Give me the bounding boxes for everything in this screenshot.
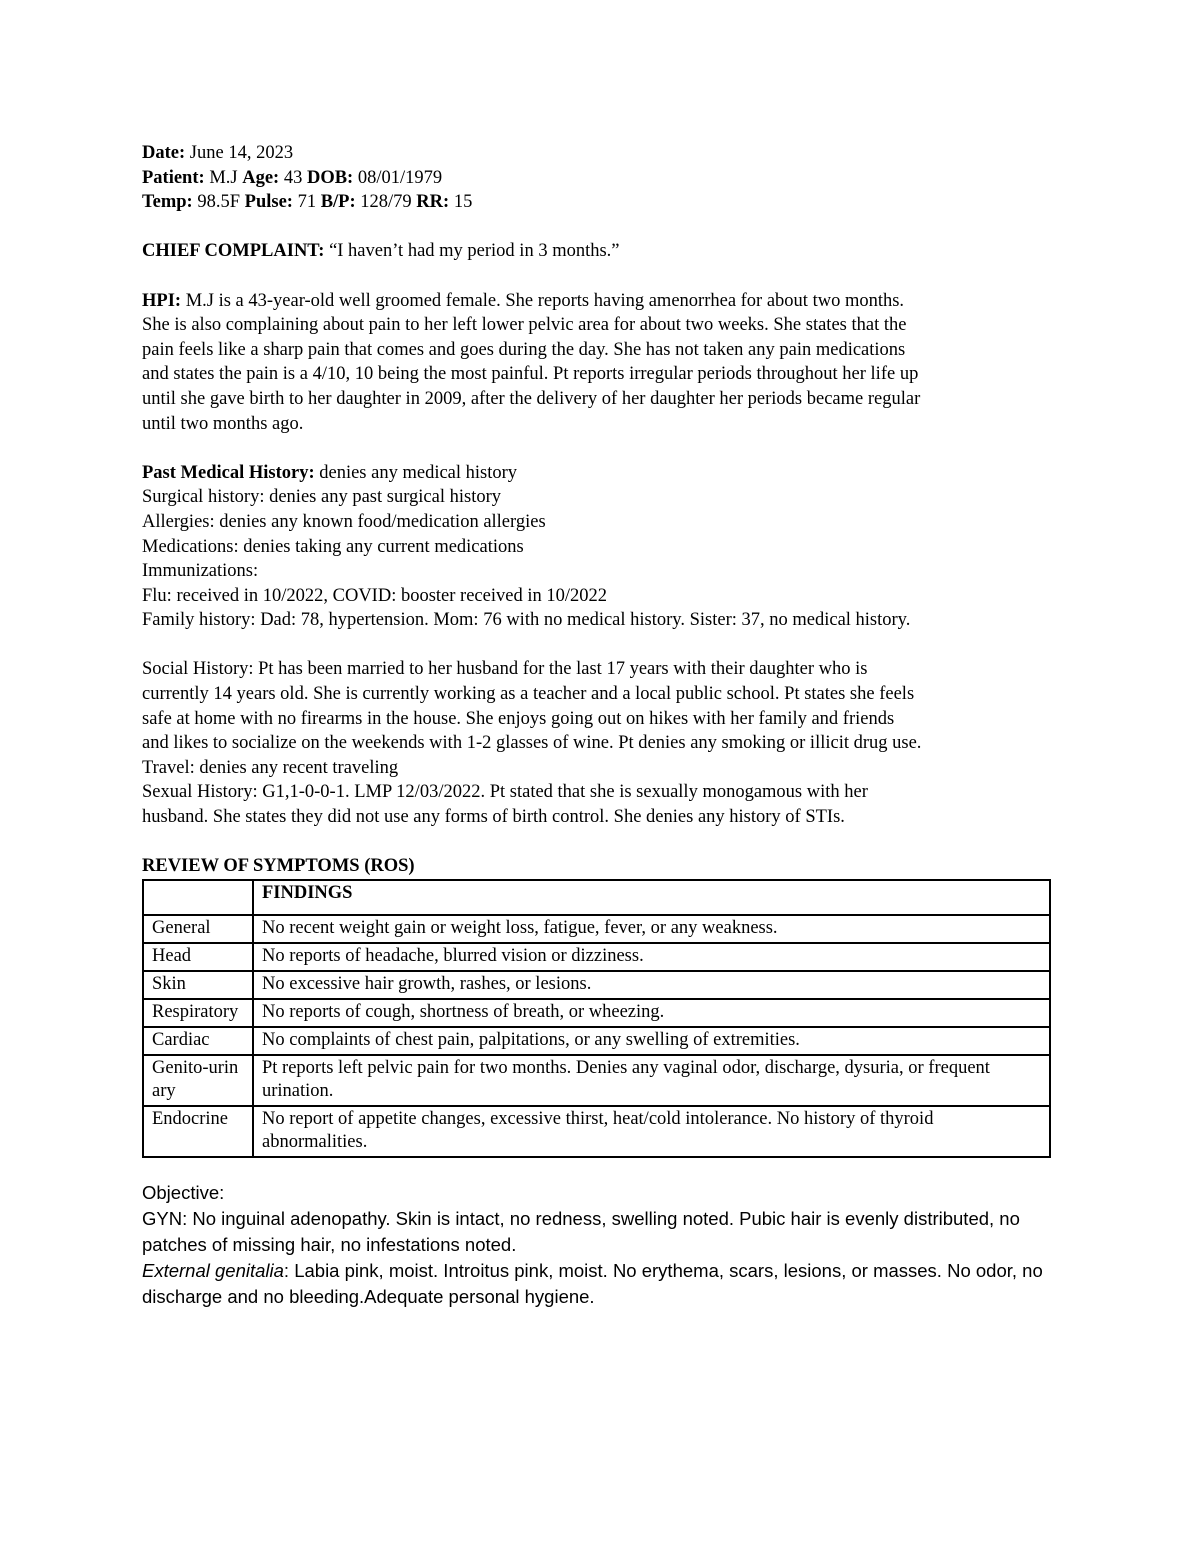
hpi-label: HPI: — [142, 290, 182, 311]
table-row — [143, 915, 1050, 943]
spacer — [142, 436, 1062, 461]
age-label: Age: — [242, 167, 280, 188]
row-category: Skin — [143, 971, 253, 999]
history-line: Allergies: denies any known food/medication allergies — [142, 511, 546, 532]
bp-value: 128/79 — [355, 192, 417, 213]
chief-complaint — [142, 239, 1062, 264]
table-row — [143, 1055, 1050, 1106]
hpi-line: pain feels like a sharp pain that comes and goes during the day. She has not taken any pain medications — [142, 339, 906, 360]
gyn-text: No inguinal adenopathy. Skin is intact, no redness, swelling noted. Pubic hair is evenly distributed, no patches of missing hair, no infestations noted. — [142, 1207, 1020, 1255]
pmh-label: Past Medical History: — [142, 462, 315, 483]
pulse-value: 71 — [292, 192, 321, 213]
social-line: safe at home with no firearms in the house. She enjoys going out on hikes with her family and friends — [142, 708, 895, 729]
ros-table — [142, 879, 1051, 1158]
spacer — [142, 264, 1062, 289]
history-line: Surgical history: denies any past surgical history — [142, 487, 501, 508]
hpi-line: She is also complaining about pain to her left lower pelvic area for about two weeks. She states that the — [142, 315, 907, 336]
age-value: 43 — [279, 167, 307, 188]
pmh-text: denies any medical history — [314, 462, 518, 483]
row-finding: No report of appetite changes, excessive thirst, heat/cold intolerance. No history of thyroid abnormalities. — [253, 1106, 1050, 1157]
objective-section — [142, 1180, 1062, 1310]
spacer — [142, 633, 1062, 658]
row-finding: Pt reports left pelvic pain for two months. Denies any vaginal odor, discharge, dysuria, or frequent urination. — [253, 1055, 1050, 1106]
table-row — [143, 999, 1050, 1027]
external-genitalia-text: : Labia pink, moist. Introitus pink, moist. No erythema, scars, lesions, or masses. No odor, no discharge and no bleeding.Adequate personal hygiene. — [142, 1259, 1043, 1307]
patient-label: Patient: — [142, 167, 205, 188]
date-value: June 14, 2023 — [185, 143, 294, 163]
row-finding: No reports of headache, blurred vision or dizziness. — [253, 943, 1050, 971]
hpi-line: until she gave birth to her daughter in 2009, after the delivery of her daughter her periods became regular — [142, 388, 921, 409]
social-line: husband. She states they did not use any forms of birth control. She denies any history of STIs. — [142, 807, 845, 828]
gyn-label: GYN: — [142, 1207, 188, 1229]
row-finding: No excessive hair growth, rashes, or lesions. — [253, 971, 1050, 999]
row-category: Genito-urinary — [143, 1055, 253, 1106]
table-row — [143, 971, 1050, 999]
objective-title: Objective: — [142, 1181, 225, 1203]
temp-value: 98.5F — [192, 192, 245, 213]
social-line: Travel: denies any recent traveling — [142, 757, 399, 778]
date-line — [142, 141, 1062, 166]
history-line: Immunizations: — [142, 561, 259, 582]
social-line: and likes to socialize on the weekends with 1-2 glasses of wine. Pt denies any smoking or illicit drug use. — [142, 733, 922, 754]
ros-title: REVIEW OF SYMPTOMS (ROS) — [142, 856, 415, 877]
history-line: Medications: denies taking any current medications — [142, 536, 524, 557]
header-findings-cell: FINDINGS — [253, 880, 1050, 915]
chief-complaint-label: CHIEF COMPLAINT: — [142, 241, 325, 262]
hpi-line: and states the pain is a 4/10, 10 being the most painful. Pt reports irregular periods throughout her life up — [142, 364, 919, 385]
bp-label: B/P: — [320, 192, 356, 213]
patient-line — [142, 166, 1062, 191]
social-line: Social History: Pt has been married to her husband for the last 17 years with their daughter who is — [142, 659, 868, 680]
vitals-line — [142, 190, 1062, 215]
row-finding: No reports of cough, shortness of breath, or wheezing. — [253, 999, 1050, 1027]
rr-label: RR: — [416, 192, 450, 213]
external-genitalia-paragraph — [142, 1258, 1062, 1310]
table-row — [143, 943, 1050, 971]
row-finding: No complaints of chest pain, palpitations, or any swelling of extremities. — [253, 1027, 1050, 1055]
row-category: Head — [143, 943, 253, 971]
row-finding: No recent weight gain or weight loss, fatigue, fever, or any weakness. — [253, 915, 1050, 943]
history-line: Family history: Dad: 78, hypertension. Mom: 76 with no medical history. Sister: 37, no medical history. — [142, 610, 911, 631]
row-category: Respiratory — [143, 999, 253, 1027]
dob-label: DOB: — [306, 167, 354, 188]
row-category: General — [143, 915, 253, 943]
hpi-text: M.J is a 43-year-old well groomed female. She reports having amenorrhea for about two months. — [181, 290, 905, 311]
history-line: Flu: received in 10/2022, COVID: booster received in 10/2022 — [142, 585, 607, 606]
patient-value: M.J — [204, 167, 243, 188]
pmh-line — [142, 461, 1062, 486]
table-row — [143, 1027, 1050, 1055]
document-content — [142, 141, 1062, 1310]
pulse-label: Pulse: — [244, 192, 293, 213]
hpi-line — [142, 289, 1062, 314]
spacer — [142, 215, 1062, 240]
spacer — [142, 830, 1062, 855]
gyn-paragraph — [142, 1206, 1062, 1258]
row-category: Endocrine — [143, 1106, 253, 1157]
chief-complaint-text: “I haven’t had my period in 3 months.” — [324, 241, 620, 262]
temp-label: Temp: — [142, 192, 193, 213]
date-label: Date: — [142, 143, 186, 163]
external-genitalia-label: External genitalia — [142, 1259, 284, 1281]
rr-value: 15 — [449, 192, 473, 213]
row-category: Cardiac — [143, 1027, 253, 1055]
table-header-row — [143, 880, 1050, 915]
social-line: currently 14 years old. She is currently working as a teacher and a local public school. Pt states she feels — [142, 684, 915, 705]
header-blank-cell — [143, 880, 253, 915]
hpi-line: until two months ago. — [142, 413, 304, 434]
dob-value: 08/01/1979 — [353, 167, 443, 188]
table-row — [143, 1106, 1050, 1157]
social-line: Sexual History: G1,1-0-0-1. LMP 12/03/2022. Pt stated that she is sexually monogamous with her — [142, 782, 868, 803]
